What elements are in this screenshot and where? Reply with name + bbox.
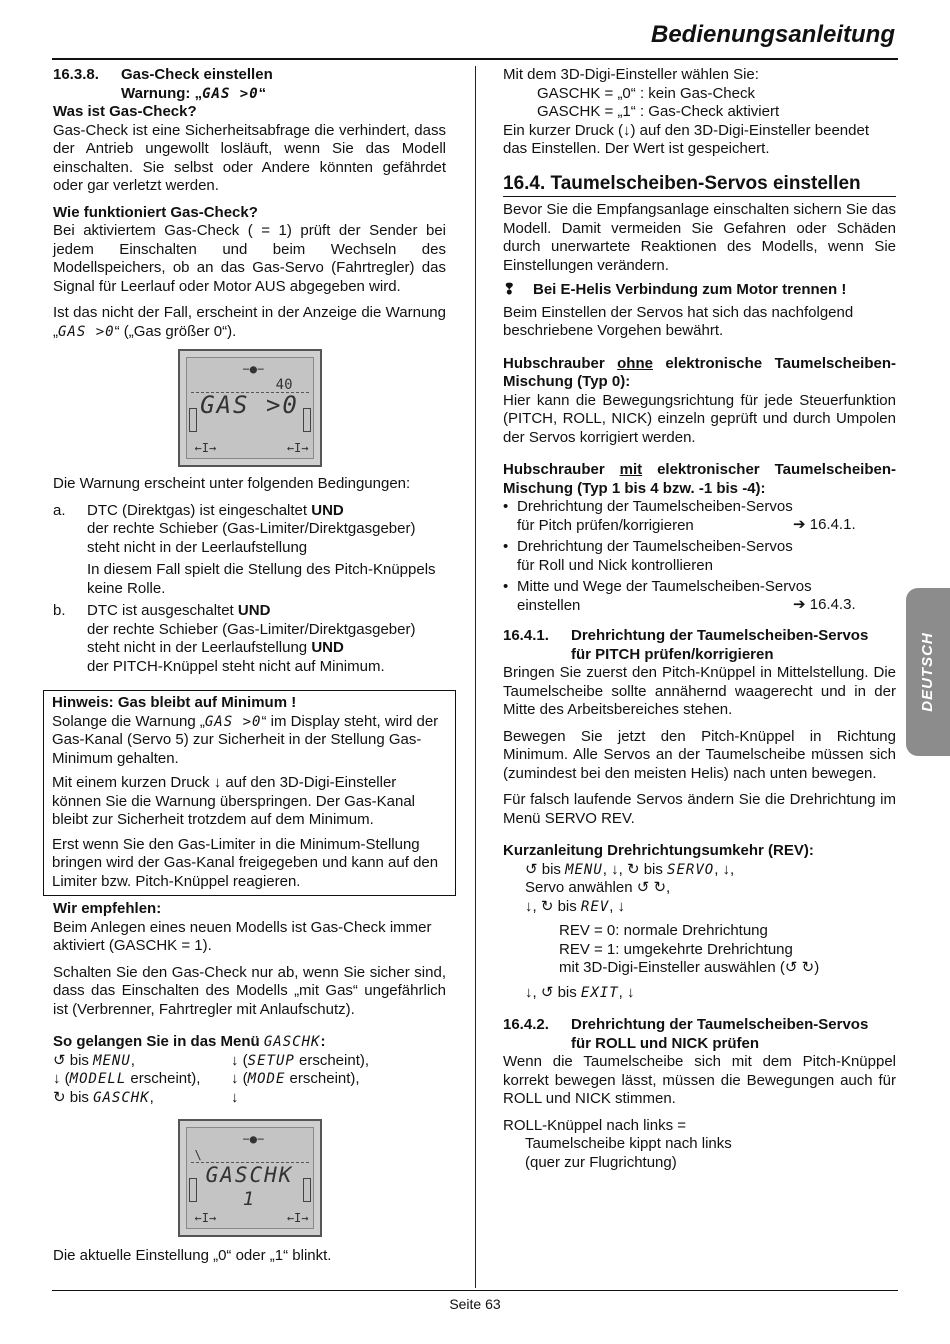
text: “ („Gas größer 0“).: [114, 322, 237, 340]
lcd-value: 1: [242, 1188, 257, 1210]
paragraph: Mit einem kurzen Druck ↓ auf den 3D-Digi-Einsteller können Sie die Warnung überspringen. Der Gas-Kanal bleibt zur Sicherheit trotzdem auf dem Minimum.: [52, 774, 415, 828]
lcd-main-text: GAS >0: [200, 391, 299, 419]
text: ↓, ↻ bis: [525, 897, 581, 915]
paragraph: Für falsch laufende Servos ändern Sie die Drehrichtung im Menü SERVO REV.: [503, 791, 896, 827]
text: ,: [149, 1088, 154, 1106]
text: erscheint),: [126, 1070, 201, 1087]
text: elektronischer Taumelscheiben-Mischung (Typ 1 bis 4 bzw. -1 bis -4):: [503, 461, 896, 497]
heli-icon: −●−: [242, 1132, 265, 1146]
quote-mark: “: [258, 84, 267, 102]
list-label: b.: [53, 602, 66, 619]
language-tab-label: DEUTSCH: [918, 632, 936, 712]
trim-indicator-left: [189, 408, 197, 432]
rev-option: REV = 0: normale Drehrichtung: [559, 922, 768, 939]
text-underline: mit: [619, 461, 643, 478]
text: ,: [130, 1051, 135, 1069]
step: [525, 984, 896, 1003]
step: [525, 861, 896, 880]
section-title: Gas-Check einstellen: [121, 66, 273, 83]
paragraph: Erst wenn Sie den Gas-Limiter in die Minimum-Stellung bringen wird der Gas-Kanal freigegeben und kann auf den Limiter bzw. Pitch-Knüppel reagieren.: [52, 835, 439, 890]
lcd-display-gas-warning: [178, 349, 322, 467]
left-column: [53, 66, 446, 1266]
lcd-text: MODE: [247, 1071, 286, 1087]
step: Servo anwählen ↺ ↻,: [525, 879, 671, 896]
nav-step: [231, 1070, 446, 1089]
lcd-text: MENU: [93, 1052, 131, 1069]
list-item: • Drehrichtung der Taumelscheiben-Servos für Pitch prüfen/korrigieren ➔ 16.4.1.: [503, 498, 856, 534]
text: In diesem Fall spielt die Stellung des Pitch-Knüppels keine Rolle.: [87, 561, 436, 597]
condition-a: [53, 502, 446, 599]
text: erscheint),: [285, 1070, 360, 1087]
column-divider: [475, 66, 476, 1288]
lcd-display-gaschk: [178, 1119, 322, 1237]
text: für PITCH prüfen/korrigieren: [571, 645, 774, 663]
text: ↓ (: [231, 1051, 248, 1069]
paragraph: Taumelscheibe kippt nach links: [525, 1135, 732, 1152]
subheading-menu-nav: [53, 1033, 446, 1052]
rev-option: mit 3D-Digi-Einsteller auswählen (↺ ↻): [559, 959, 820, 976]
paragraph: Mit dem 3D-Digi-Einsteller wählen Sie:: [503, 66, 759, 83]
trim-indicator-bottom: ←I→: [194, 440, 217, 455]
warning-line: [503, 281, 896, 300]
paragraph: [52, 713, 447, 769]
right-column: [503, 66, 896, 1172]
text: So gelangen Sie in das Menü: [53, 1033, 264, 1050]
text-bold: UND: [237, 602, 271, 619]
lcd-text: GASCHK: [263, 1034, 321, 1050]
option-0: GASCHK = „0“ : kein Gas-Check: [537, 84, 755, 102]
paragraph: Die aktuelle Einstellung „0“ oder „1“ blinkt.: [53, 1247, 332, 1264]
text: Drehrichtung der Taumelscheiben-Servos: [517, 498, 793, 515]
paragraph: Beim Anlegen eines neuen Modells ist Gas-Check immer aktiviert (GASCHK = 1).: [53, 918, 432, 954]
text: “ im Display steht, wird der Gas-Kanal (Servo 5) zur Sicherheit in der Stellung Gas-Minimum gehalten.: [52, 712, 439, 767]
section-heading-16-4-2: [503, 1016, 896, 1053]
text: :: [320, 1033, 326, 1050]
text: , ↓,: [714, 860, 735, 878]
section-number: 16.4.2.: [503, 1016, 549, 1033]
nav-steps: [53, 1052, 446, 1108]
text: ↺ bis: [525, 860, 566, 878]
trim-indicator-right: [303, 408, 311, 432]
lcd-top-value: 40: [275, 377, 293, 393]
nav-step: ↓: [231, 1088, 239, 1106]
lcd-text: GAS >0: [204, 713, 262, 730]
text: , ↓, ↻ bis: [602, 860, 668, 878]
text: DTC ist ausgeschaltet: [87, 602, 238, 619]
cross-reference: ➔ 16.4.1.: [793, 516, 856, 533]
rev-steps: [503, 861, 896, 1003]
nav-step: [231, 1052, 446, 1071]
paragraph: Bewegen Sie jetzt den Pitch-Knüppel in Richtung Minimum. Alle Servos an der Taumelscheibe müssen sich (zumindest bei den meisten Helis) nach unten bewegen.: [503, 727, 896, 782]
text: einstellen: [517, 596, 581, 614]
paragraph: Schalten Sie den Gas-Check nur ab, wenn Sie sicher sind, dass das Einschalten des Modells „mit Gas“ ungefährlich ist (Verbrenner, Fahrtregler mit Anlaufschutz).: [53, 963, 446, 1018]
text: für Pitch prüfen/korrigieren: [517, 516, 694, 534]
header-rule: [52, 58, 898, 60]
paragraph: Wenn die Taumelscheibe sich mit dem Pitch-Knüppel korrekt bewegen lässt, müssen die Bewegungen auch für ROLL und NICK stimmen.: [503, 1053, 896, 1107]
text: Drehrichtung der Taumelscheiben-Servos: [571, 1016, 869, 1033]
warning-icon: ❢: [503, 281, 516, 298]
paragraph: Bevor Sie die Empfangsanlage einschalten sichern Sie das Modell. Damit vermeiden Sie Gefahren oder Schäden durch unerwartete Reaktionen des Modells, wenn Sie Einstellungen verändern.: [503, 201, 896, 274]
language-tab: [906, 588, 950, 756]
paragraph: (quer zur Flugrichtung): [525, 1153, 677, 1171]
page-header-title: Bedienungsanleitung: [650, 21, 895, 48]
section-heading-16-3-8: [53, 66, 446, 103]
paragraph: ROLL-Knüppel nach links =: [503, 1116, 687, 1134]
text-bold: UND: [311, 501, 344, 519]
trim-indicator-right: [303, 1178, 311, 1202]
paragraph: Die Warnung erscheint unter folgenden Bedingungen:: [53, 475, 411, 492]
section-number: 16.3.8.: [53, 66, 99, 83]
text: der PITCH-Knüppel steht nicht auf Minimum.: [87, 657, 385, 675]
footer-rule: [52, 1290, 898, 1291]
text: Ist das nicht der Fall, erscheint in der Anzeige die Warnung „: [53, 304, 446, 340]
subheading-empfehlung: Wir empfehlen:: [53, 900, 162, 917]
cross-reference: ➔ 16.4.3.: [793, 596, 856, 613]
text: erscheint),: [294, 1051, 370, 1069]
text: Hubschrauber: [503, 354, 618, 372]
text: Drehrichtung der Taumelscheiben-Servos: [571, 627, 869, 644]
text: für ROLL und NICK prüfen: [571, 1034, 760, 1052]
text: der rechte Schieber (Gas-Limiter/Direktgasgeber) steht nicht in der Leerlaufstellung: [87, 520, 416, 556]
subheading-hub-ohne: [503, 355, 896, 392]
nav-step: [53, 1089, 231, 1108]
option-1: GASCHK = „1“ : Gas-Check aktiviert: [537, 103, 780, 120]
lcd-text: REV: [580, 898, 610, 915]
page-number: Seite 63: [449, 1296, 501, 1312]
list-item: • Mitte und Wege der Taumelscheiben-Servos einstellen ➔ 16.4.3.: [503, 578, 856, 614]
lcd-text: MENU: [565, 861, 603, 878]
text: für Roll und Nick kontrollieren: [517, 556, 713, 574]
text-bold: UND: [311, 639, 344, 656]
text: , ↓: [609, 897, 626, 915]
list-item: • Drehrichtung der Taumelscheiben-Servos für Roll und Nick kontrollieren: [503, 538, 793, 574]
text: ↺ bis: [53, 1051, 94, 1069]
lcd-text: GAS >0: [202, 85, 259, 102]
paragraph: Bei aktiviertem Gas-Check ( = 1) prüft der Sender bei jedem Einschalten und beim Wechseln des Modellspeichers, ob an das Gas-Servo (Fahrtregler) das Signal für Leerlauf oder Motor AUS abgegeben wird.: [53, 222, 446, 295]
condition-b: [53, 602, 446, 676]
trim-indicator-left: [189, 1178, 197, 1202]
text: Hubschrauber: [503, 461, 620, 478]
text: , ↓: [618, 983, 635, 1001]
nav-step: [53, 1070, 231, 1089]
text: ↓ (: [231, 1070, 248, 1087]
heli-icon: −●−: [242, 362, 265, 376]
text: Drehrichtung der Taumelscheiben-Servos: [517, 538, 793, 555]
step: [525, 898, 896, 917]
trim-indicator-bottom-right: ←I→: [286, 440, 309, 455]
bullet-list: [503, 498, 896, 615]
list-label: a.: [53, 501, 66, 519]
hint-box: [43, 690, 456, 896]
section-heading-16-4-1: [503, 627, 896, 664]
text: Solange die Warnung „: [52, 712, 205, 730]
text: elektronische Taumelscheiben-Mischung (Typ 0):: [503, 354, 897, 390]
trim-indicator-bottom: ←I→: [194, 1210, 217, 1225]
paragraph: [53, 304, 446, 341]
subheading-was-ist: Was ist Gas-Check?: [53, 103, 197, 120]
paragraph: Ein kurzer Druck (↓) auf den 3D-Digi-Einsteller beendet das Einstellen. Der Wert ist gespeichert.: [503, 121, 869, 157]
text: Bei E-Helis Verbindung zum Motor trennen !: [533, 281, 847, 298]
subheading-kurzanleitung: Kurzanleitung Drehrichtungsumkehr (REV):: [503, 842, 814, 859]
section-number: 16.4.1.: [503, 627, 549, 644]
nav-step: [53, 1052, 231, 1071]
paragraph: Gas-Check ist eine Sicherheitsabfrage die verhindert, dass der Antrieb ungewollt losläuft, wenn Sie das Modell einschalten. Sie selbst oder Andere könnten gefährdet oder gar verletzt werden.: [53, 121, 446, 194]
subheading-hub-mit: [503, 461, 896, 498]
subheading-wie-funktioniert: Wie funktioniert Gas-Check?: [53, 203, 258, 221]
lcd-main-text: GASCHK: [205, 1163, 294, 1187]
text: ↻ bis: [53, 1088, 94, 1106]
text: der rechte Schieber (Gas-Limiter/Direktgasgeber) steht nicht in der Leerlaufstellung: [87, 620, 416, 656]
text: ↓ (: [53, 1070, 70, 1087]
paragraph: Bringen Sie zuerst den Pitch-Knüppel in Mittelstellung. Die Taumelscheibe sollte annähernd waagerecht und in der Mitte des Arbeitsbereiches stehen.: [503, 664, 896, 718]
rev-option: REV = 1: umgekehrte Drehrichtung: [559, 940, 793, 958]
lcd-text: EXIT: [580, 984, 619, 1001]
text-underline: ohne: [617, 354, 653, 372]
text: Mitte und Wege der Taumelscheiben-Servos: [517, 578, 812, 595]
paragraph: Hier kann die Bewegungsrichtung für jede Steuerfunktion (PITCH, ROLL, NICK) einzeln geprüft und durch Umpolen der Servos korrigiert werden.: [503, 391, 896, 446]
text: DTC (Direktgas) ist eingeschaltet: [87, 501, 312, 519]
text: ↓, ↺ bis: [525, 983, 581, 1001]
section-heading-16-4: 16.4. Taumelscheiben-Servos einstellen: [503, 175, 896, 198]
section-warning-prefix: Warnung: „: [121, 84, 203, 102]
lcd-text: SETUP: [247, 1052, 295, 1069]
paragraph: Beim Einstellen der Servos hat sich das nachfolgend beschriebene Vorgehen bewährt.: [503, 303, 854, 339]
lcd-text: MODELL: [69, 1071, 127, 1087]
lcd-text: GASCHK: [93, 1089, 150, 1106]
lcd-marker: \: [194, 1148, 202, 1162]
trim-indicator-bottom-right: ←I→: [286, 1210, 309, 1225]
hint-title: Hinweis: Gas bleibt auf Minimum !: [52, 694, 297, 711]
lcd-text: GAS >0: [58, 323, 115, 340]
lcd-text: SERVO: [667, 861, 715, 878]
